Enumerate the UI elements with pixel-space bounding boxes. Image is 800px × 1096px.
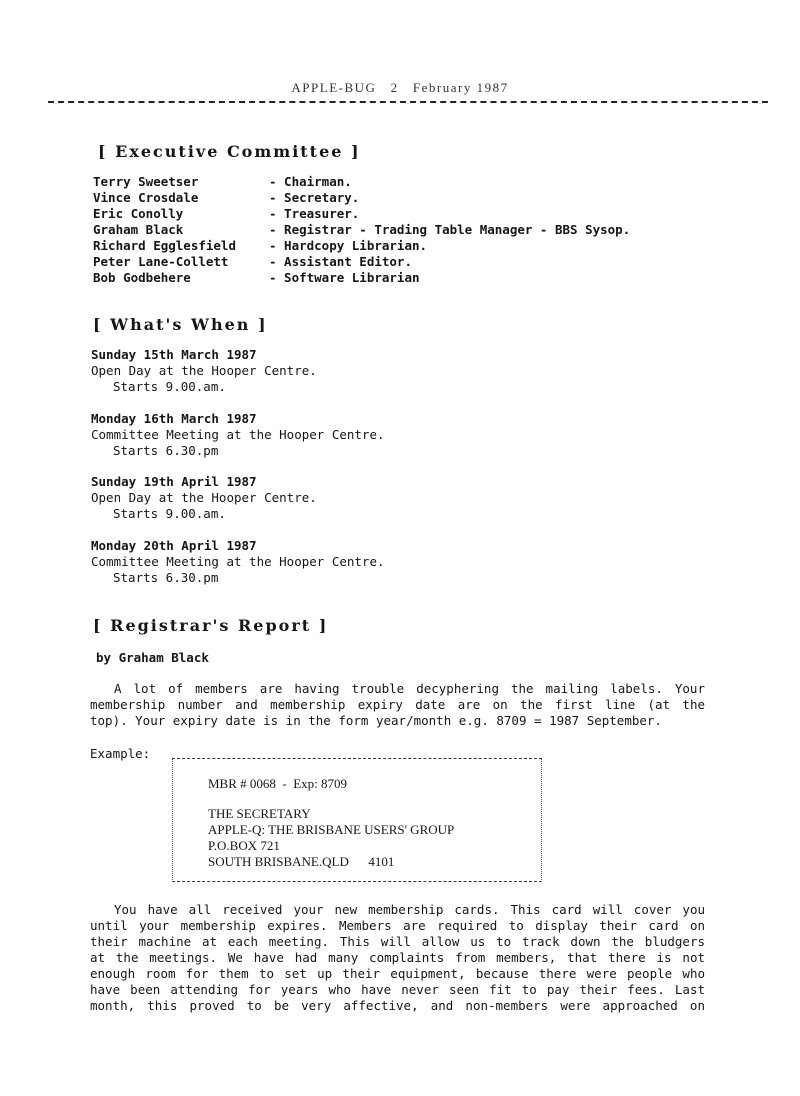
- paragraph-line: their machine at each meeting. This will allow us to track down the bludgers: [90, 934, 705, 949]
- paragraph-line: enough room for them to set up their equipment, because there were people who: [90, 966, 705, 981]
- page-header: APPLE-BUG 2 February 1987: [291, 80, 509, 95]
- member-role: - Chairman.: [269, 174, 352, 189]
- member-name: Peter Lane-Collett: [93, 254, 229, 269]
- member-name: Bob Godbehere: [93, 270, 191, 285]
- report-paragraph-1: [90, 681, 705, 729]
- member-name: Eric Conolly: [93, 206, 184, 221]
- member-role: - Registrar - Trading Table Manager - BBS Sysop.: [269, 222, 631, 237]
- event-time: Starts 9.00.am.: [113, 506, 226, 521]
- committee-row: [93, 174, 630, 190]
- event-time: Starts 6.30.pm: [113, 570, 219, 585]
- committee-row: [93, 190, 630, 206]
- executive-committee-heading: [ Executive Committee ]: [98, 142, 361, 161]
- committee-row: [93, 238, 630, 254]
- member-name: Graham Black: [93, 222, 184, 237]
- member-name: Terry Sweetser: [93, 174, 199, 189]
- committee-row: [93, 254, 630, 270]
- report-paragraph-2: [90, 902, 705, 1014]
- event-date: Monday 16th March 1987: [91, 411, 257, 426]
- committee-row: [93, 222, 630, 238]
- whats-when-heading: [ What's When ]: [93, 315, 268, 334]
- event-description: Committee Meeting at the Hooper Centre.: [91, 427, 385, 442]
- committee-row: [93, 206, 630, 222]
- paragraph-line: You have all received your new membership cards. This card will cover you: [114, 902, 705, 917]
- report-byline: by Graham Black: [96, 650, 209, 665]
- event-time: Starts 9.00.am.: [113, 379, 226, 394]
- member-role: - Assistant Editor.: [269, 254, 412, 269]
- paragraph-line: at the meetings. We have had many complaints from members, that there is not: [90, 950, 705, 965]
- header-divider: [48, 101, 768, 103]
- event-description: Committee Meeting at the Hooper Centre.: [91, 554, 385, 569]
- paragraph-line: month, this proved to be very affective, and non-members were approached on: [90, 998, 705, 1013]
- paragraph-line: have been attending for years who have never seen fit to pay their fees. Last: [90, 982, 705, 997]
- committee-row: [93, 270, 630, 286]
- label-line-membership: MBR # 0068 - Exp: 8709: [208, 776, 348, 791]
- label-line-box: P.O.BOX 721: [208, 838, 280, 853]
- paragraph-line: membership number and membership expiry date are on the first line (at the: [90, 697, 705, 712]
- event-date: Monday 20th April 1987: [91, 538, 257, 553]
- paragraph-line: A lot of members are having trouble decyphering the mailing labels. Your: [114, 681, 705, 696]
- registrars-report-heading: [ Registrar's Report ]: [93, 616, 329, 635]
- member-name: Richard Egglesfield: [93, 238, 236, 253]
- event-time: Starts 6.30.pm: [113, 443, 219, 458]
- event-item: [91, 411, 385, 459]
- member-role: - Hardcopy Librarian.: [269, 238, 428, 253]
- committee-list: [93, 174, 630, 286]
- paragraph-line: until your membership expires. Members are required to display their card on: [90, 918, 705, 933]
- event-item: [91, 347, 317, 395]
- member-role: - Secretary.: [269, 190, 360, 205]
- event-description: Open Day at the Hooper Centre.: [91, 490, 317, 505]
- member-name: Vince Crosdale: [93, 190, 199, 205]
- event-date: Sunday 19th April 1987: [91, 474, 257, 489]
- member-role: - Software Librarian: [269, 270, 420, 285]
- event-description: Open Day at the Hooper Centre.: [91, 363, 317, 378]
- event-date: Sunday 15th March 1987: [91, 347, 257, 362]
- paragraph-line: top). Your expiry date is in the form year/month e.g. 8709 = 1987 September.: [90, 713, 662, 728]
- member-role: - Treasurer.: [269, 206, 360, 221]
- event-item: [91, 538, 385, 586]
- example-label: Example:: [90, 746, 151, 761]
- label-line-name: THE SECRETARY: [208, 806, 311, 821]
- event-item: [91, 474, 317, 522]
- label-line-city: SOUTH BRISBANE.QLD 4101: [208, 854, 395, 869]
- label-line-organisation: APPLE-Q: THE BRISBANE USERS' GROUP: [208, 822, 455, 837]
